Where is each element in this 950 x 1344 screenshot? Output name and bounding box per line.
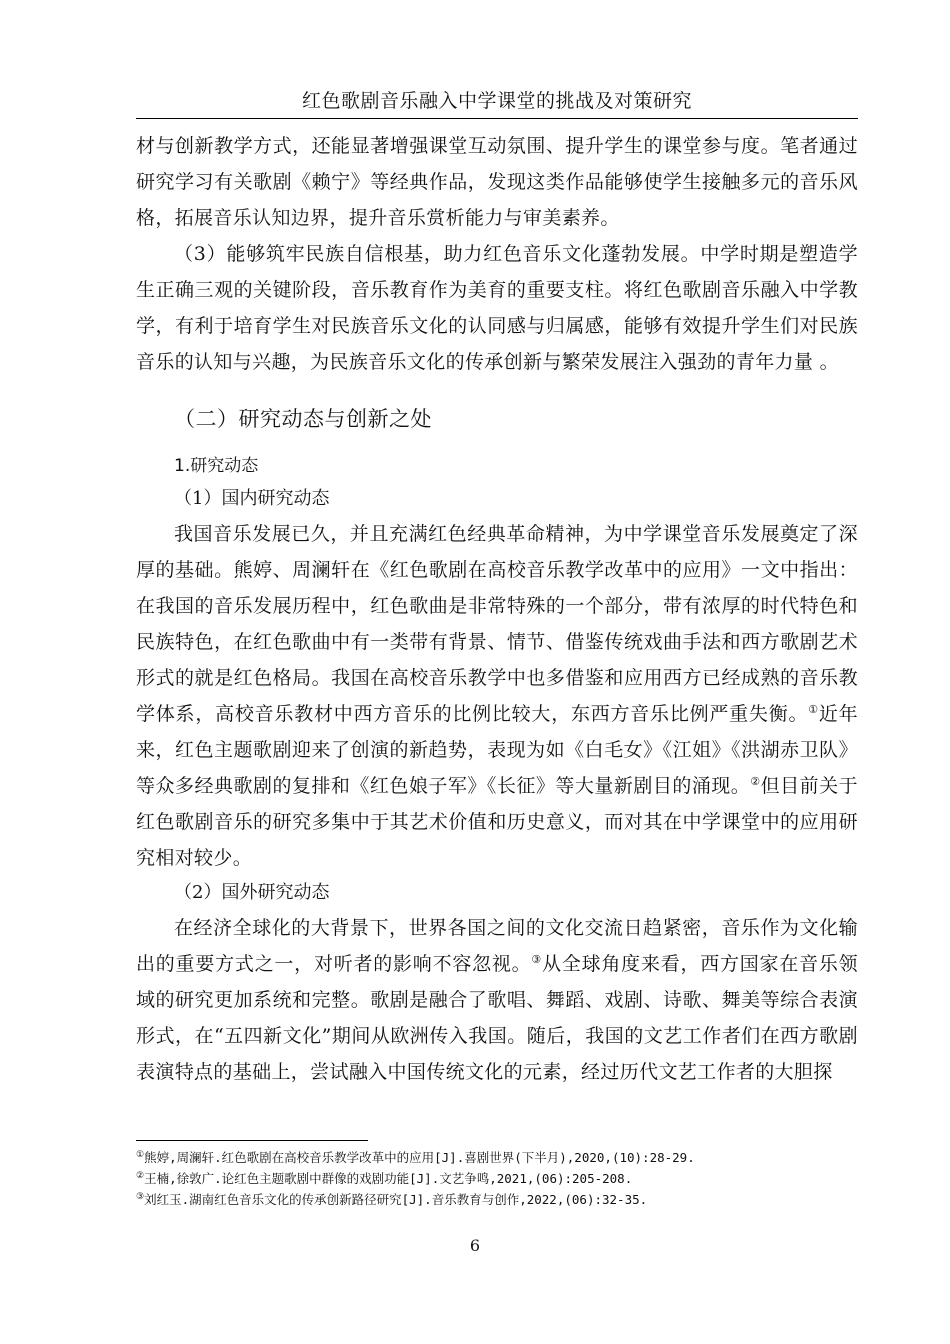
paragraph-domestic-part-3: 但目前关于红色歌剧音乐的研究多集中于其艺术价值和历史意义，而对其在中学课堂中的应用研究相对较少。 <box>136 775 858 869</box>
subsection-heading: 1.研究动态 <box>174 456 259 476</box>
page-number: 6 <box>469 1236 481 1255</box>
footnote-2-text: 王楠,徐敦广.论红色主题歌剧中群像的戏剧功能[J].文艺争鸣,2021,(06):205-208. <box>144 1171 633 1186</box>
footnote-1-text: 熊婷,周澜轩.红色歌剧在高校音乐教学改革中的应用[J].喜剧世界(下半月),2020,(10):28-29. <box>144 1150 695 1165</box>
section-heading: （二）研究动态与创新之处 <box>174 407 432 431</box>
footnote-2-mark: ② <box>136 1171 145 1181</box>
foreign-heading: （2）国外研究动态 <box>174 882 330 903</box>
paragraph-domestic-part-2: 近年来，红色主题歌剧迎来了创演的新趋势，表现为如《白毛女》《江姐》《洪湖赤卫队》等众多经典歌剧的复排和《红色娘子军》《长征》等大量新剧目的涌现。 <box>136 703 858 797</box>
body-text <box>136 128 858 1090</box>
header-rule <box>136 118 858 119</box>
footnote-3-text: 刘红玉.湖南红色音乐文化的传承创新路径研究[J].音乐教育与创作,2022,(06):32-35. <box>144 1192 648 1207</box>
footnote-ref-3[interactable]: ③ <box>531 953 543 966</box>
footnote-rule <box>136 1140 368 1141</box>
paragraph-continuation: 材与创新教学方式，还能显著增强课堂互动氛围、提升学生的课堂参与度。笔者通过研究学习有关歌剧《赖宁》等经典作品，发现这类作品能够使学生接触多元的音乐风格，拓展音乐认知边界，提升音乐赏析能力与审美素养。 <box>136 135 858 229</box>
paragraph-foreign-part-2: 从全球角度来看，西方国家在音乐领域的研究更加系统和完整。歌剧是融合了歌唱、舞蹈、戏剧、诗歌、舞美等综合表演形式，在“五四新文化”期间从欧洲传入我国。随后，我国的文艺工作者们在西方歌剧表演特点的基础上，尝试融入中国传统文化的元素，经过历代文艺工作者的大胆探 <box>136 953 858 1083</box>
paragraph-foreign <box>136 910 858 1090</box>
paragraph-domestic-part-1: 我国音乐发展已久，并且充满红色经典革命精神，为中学课堂音乐发展奠定了深厚的基础。熊婷、周澜轩在《红色歌剧在高校音乐教学改革中的应用》一文中指出：在我国的音乐发展历程中，红色歌曲是非常特殊的一个部分，带有浓厚的时代特色和民族特色，在红色歌曲中有一类带有背景、情节、借鉴传统戏曲手法和西方歌剧艺术形式的就是红色格局。我国在高校音乐教学中也多借鉴和应用西方已经成熟的音乐教学体系，高校音乐教材中西方音乐的比例比较大，东西方音乐比例严重失衡。 <box>136 523 858 725</box>
footnote-ref-2[interactable]: ② <box>750 775 761 788</box>
running-header: 红色歌剧音乐融入中学课堂的挑战及对策研究 <box>301 90 692 112</box>
footnotes <box>136 1147 858 1210</box>
footnote-2 <box>136 1168 858 1189</box>
footnote-1-mark: ① <box>136 1150 145 1160</box>
footnote-3-mark: ③ <box>136 1192 145 1202</box>
paragraph-foreign-part-1: 在经济全球化的大背景下，世界各国之间的文化交流日趋紧密，音乐作为文化输出的重要方式之一，对听者的影响不容忽视。 <box>136 917 858 975</box>
paragraph-point-3: （3）能够筑牢民族自信根基，助力红色音乐文化蓬勃发展。中学时期是塑造学生正确三观的关键阶段，音乐教育作为美育的重要支柱。将红色歌剧音乐融入中学教学，有利于培育学生对民族音乐文化的认同感与归属感，能够有效提升学生们对民族音乐的认知与兴趣，为民族音乐文化的传承创新与繁荣发展注入强劲的青年力量 。 <box>136 243 858 373</box>
domestic-heading: （1）国内研究动态 <box>174 488 330 509</box>
footnote-1 <box>136 1147 858 1168</box>
footnote-3 <box>136 1189 858 1210</box>
paragraph-domestic <box>136 516 858 876</box>
footnote-ref-1[interactable]: ① <box>808 703 819 716</box>
